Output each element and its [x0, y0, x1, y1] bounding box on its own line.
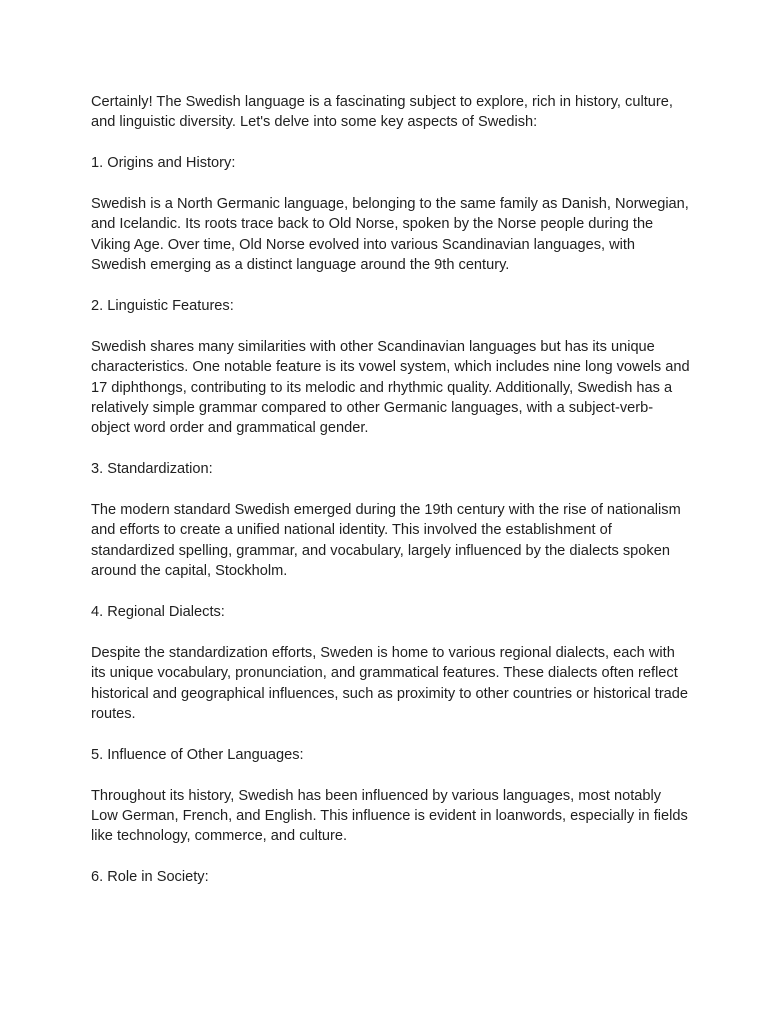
section-body-regional-dialects: Despite the standardization efforts, Sweden is home to various regional dialects, each with its unique vocabulary, pronunciation, and grammatical features. These dialects often reflect historical and geographical influences, such as proximity to other countries or historical trade routes.	[91, 644, 689, 723]
section-heading-linguistic-features: 2. Linguistic Features:	[91, 298, 234, 315]
section-body-influence: Throughout its history, Swedish has been influenced by various languages, most notably Low German, French, and English. This influence is evident in loanwords, especially in fields like technology, commerce, and culture.	[91, 787, 688, 845]
section-heading-regional-dialects: 4. Regional Dialects:	[91, 604, 225, 621]
section-heading-standardization: 3. Standardization:	[91, 461, 213, 478]
section-body-standardization: The modern standard Swedish emerged during the 19th century with the rise of nationalism and efforts to create a unified national identity. This involved the establishment of standardized spelling, grammar, and vocabulary, largely influenced by the dialects spoken around the capital, Stockholm.	[91, 502, 681, 580]
section-body-linguistic-features: Swedish shares many similarities with other Scandinavian languages but has its unique characteristics. One notable feature is its vowel system, which includes nine long vowels and 17 diphthongs, contributing to its melodic and rhythmic quality. Additionally, Swedish has a relatively simple grammar compared to other Germanic languages, with a subject-verb-object word order and grammatical gender.	[91, 338, 690, 437]
section-heading-role-in-society: 6. Role in Society:	[91, 869, 209, 886]
section-heading-influence: 5. Influence of Other Languages:	[91, 746, 304, 763]
section-body-origins: Swedish is a North Germanic language, belonging to the same family as Danish, Norwegian, and Icelandic. Its roots trace back to Old Norse, spoken by the Norse people during the Viking Age. Over time, Old Norse evolved into various Scandinavian languages, with Swedish emerging as a distinct language around the 9th century.	[91, 196, 689, 274]
section-heading-origins: 1. Origins and History:	[91, 155, 236, 172]
intro-paragraph: Certainly! The Swedish language is a fascinating subject to explore, rich in history, culture, and linguistic diversity. Let's delve into some key aspects of Swedish:	[91, 94, 673, 131]
document-body	[91, 92, 691, 908]
